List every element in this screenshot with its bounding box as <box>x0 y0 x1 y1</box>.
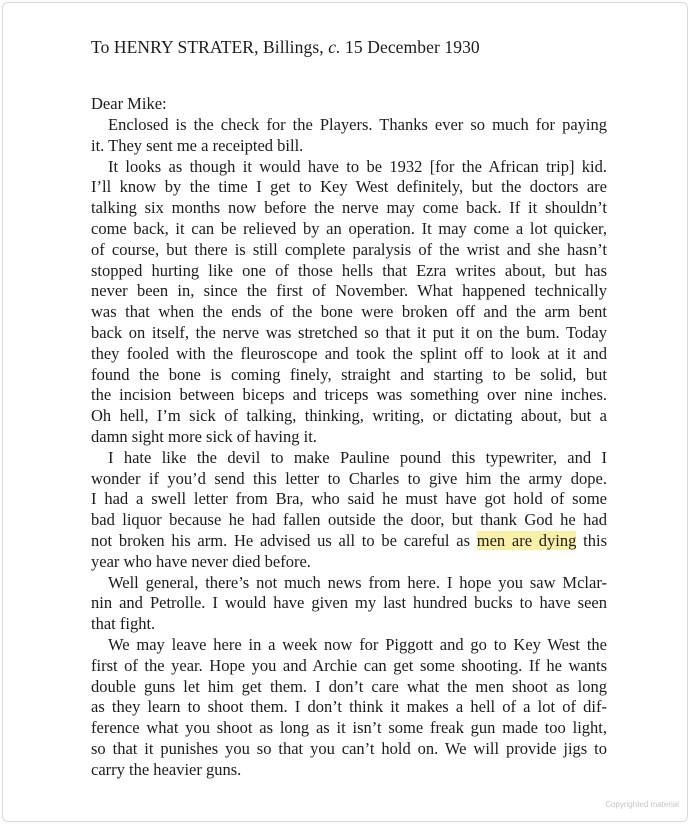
text-line: come back, it can be relieved by an operation. It may come a lot quicker, <box>91 218 607 238</box>
text-line: Enclosed is the check for the Players. Thanks ever so much for paying <box>108 115 607 134</box>
paragraph-african-trip <box>91 157 607 448</box>
text-line: back on itself, the nerve was stretched so that it put it on the bum. Today <box>91 322 607 342</box>
text-line: carry the heavier guns. <box>91 759 242 779</box>
text-line: it. They sent me a receipted bill. <box>91 135 304 155</box>
text-line: Oh hell, I’m sick of talking, thinking, writing, or dictating about, but a <box>91 406 607 426</box>
text-line: that fight. <box>91 614 156 634</box>
text-line: never been in, since the first of November. What happened technically <box>91 281 607 301</box>
text-line: year who have never died before. <box>91 551 311 571</box>
text-line: so that it punishes you so that you can’t hold on. We will provide jigs to <box>91 738 607 758</box>
letter-page <box>2 2 688 822</box>
text-line <box>91 531 607 552</box>
text-line: they fooled with the fleuroscope and took the splint off to look at it and <box>91 343 607 363</box>
text-line: found the bone is coming finely, straight and starting to be solid, but <box>91 364 607 384</box>
text-line: stopped hurting like one of those hells that Ezra writes about, but has <box>91 260 607 280</box>
paragraph-news <box>91 573 607 635</box>
text-segment: not broken his arm. He advised us all to be careful as <box>91 530 477 550</box>
text-line: first of the year. Hope you and Archie can get some shooting. If he wants <box>91 655 607 675</box>
text-line: damn sight more sick of having it. <box>91 426 317 446</box>
highlighted-phrase[interactable]: men are dying <box>476 530 577 550</box>
paragraph-check <box>91 115 607 157</box>
letter-heading <box>91 37 480 58</box>
salutation: Dear Mike: <box>91 94 167 113</box>
heading-date: 15 December 1930 <box>340 37 480 57</box>
text-line: We may leave here in a week now for Piggott and go to Key West the <box>108 634 607 654</box>
text-line: double guns let him get them. I don’t care what the men shoot as long <box>91 676 607 696</box>
heading-circa: c. <box>328 37 341 57</box>
text-line: of course, but there is still complete paralysis of the wrist and she hasn’t <box>91 239 607 259</box>
text-line: as they learn to shoot them. I don’t think it makes a hell of a lot of dif- <box>91 697 607 717</box>
text-segment: this <box>576 530 608 550</box>
letter-body <box>91 115 607 781</box>
text-line: I had a swell letter from Bra, who said he must have got hold of some <box>91 489 607 509</box>
text-line: nin and Petrolle. I would have given my last hundred bucks to have seen <box>91 593 607 613</box>
text-line: was that when the ends of the bone were broken off and the arm bent <box>91 302 607 322</box>
heading-recipient: To HENRY STRATER, Billings, <box>91 37 329 57</box>
text-line: bad liquor because he had fallen outside the door, but thank God he had <box>91 510 607 530</box>
text-line: I’ll know by the time I get to Key West definitely, but the doctors are <box>91 177 607 197</box>
text-line: the incision between biceps and triceps was something over nine inches. <box>91 385 607 405</box>
text-line: It looks as though it would have to be 1932 [for the African trip] kid. <box>108 156 607 176</box>
text-line: wonder if you’d send this letter to Charles to give him the army dope. <box>91 468 607 488</box>
text-line: talking six months now before the nerve may come back. If it shouldn’t <box>91 198 607 218</box>
copyright-watermark: Copyrighted material <box>605 800 679 809</box>
text-line: I hate like the devil to make Pauline pound this typewriter, and I <box>108 447 607 467</box>
paragraph-typewriter <box>91 448 607 573</box>
text-line: Well general, there’s not much news from here. I hope you saw Mclar- <box>108 572 607 592</box>
text-line: ference what you shoot as long as it isn’t some freak gun made too light, <box>91 718 607 738</box>
paragraph-guns <box>91 635 607 781</box>
